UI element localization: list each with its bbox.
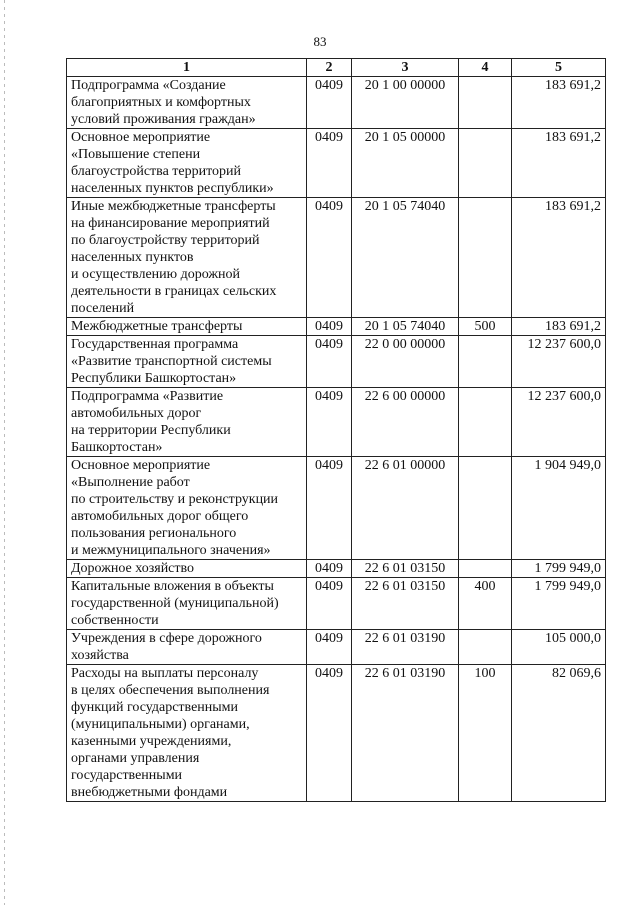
target-article-cell: 22 6 01 03190	[352, 665, 459, 802]
column-header: 2	[307, 59, 352, 77]
amount-cell: 82 069,6	[512, 665, 606, 802]
amount-cell: 183 691,2	[512, 129, 606, 198]
row-name-line: собственности	[71, 613, 159, 628]
row-name-line: и межмуниципального значения»	[71, 543, 271, 558]
table-row	[67, 578, 606, 630]
section-code-cell: 0409	[307, 560, 352, 578]
table-row	[67, 630, 606, 665]
row-name-line: автомобильных дорог	[71, 406, 202, 421]
row-name-cell	[67, 318, 307, 336]
row-name-line: Основное мероприятие	[71, 130, 211, 145]
row-name-line: Иные межбюджетные трансферты	[71, 199, 276, 214]
row-name-line: на территории Республики	[71, 423, 231, 438]
column-header: 1	[67, 59, 307, 77]
expense-type-cell: 500	[459, 318, 512, 336]
amount-cell: 1 799 949,0	[512, 578, 606, 630]
row-name-line: Расходы на выплаты персоналу	[71, 666, 259, 681]
row-name-line: хозяйства	[71, 648, 129, 663]
row-name-line: государственными	[71, 768, 183, 783]
table-row	[67, 388, 606, 457]
expense-type-cell	[459, 388, 512, 457]
expense-type-cell	[459, 336, 512, 388]
row-name-line: благоприятных и комфортных	[71, 95, 251, 110]
row-name-cell	[67, 336, 307, 388]
section-code-cell: 0409	[307, 129, 352, 198]
expense-type-cell: 100	[459, 665, 512, 802]
row-name-line: пользования регионального	[71, 526, 237, 541]
amount-cell: 183 691,2	[512, 318, 606, 336]
row-name-line: функций государственными	[71, 700, 239, 715]
row-name-line: органами управления	[71, 751, 200, 766]
expense-type-cell	[459, 560, 512, 578]
section-code-cell: 0409	[307, 198, 352, 318]
row-name-line: «Выполнение работ	[71, 475, 190, 490]
row-name-line: условий проживания граждан»	[71, 112, 256, 127]
row-name-line: Межбюджетные трансферты	[71, 319, 243, 334]
row-name-line: Государственная программа	[71, 337, 239, 352]
column-header: 5	[512, 59, 606, 77]
expense-type-cell	[459, 630, 512, 665]
section-code-cell: 0409	[307, 77, 352, 129]
amount-cell: 1 799 949,0	[512, 560, 606, 578]
expense-type-cell	[459, 129, 512, 198]
row-name-line: Подпрограмма «Развитие	[71, 389, 224, 404]
target-article-cell: 22 6 01 03190	[352, 630, 459, 665]
row-name-line: деятельности в границах сельских	[71, 284, 277, 299]
expense-type-cell	[459, 198, 512, 318]
row-name-line: поселений	[71, 301, 135, 316]
section-code-cell: 0409	[307, 665, 352, 802]
target-article-cell: 22 6 01 03150	[352, 578, 459, 630]
table-header-row	[67, 59, 606, 77]
target-article-cell: 20 1 05 74040	[352, 198, 459, 318]
row-name-cell	[67, 578, 307, 630]
target-article-cell: 22 0 00 00000	[352, 336, 459, 388]
row-name-line: Подпрограмма «Создание	[71, 78, 226, 93]
row-name-cell	[67, 457, 307, 560]
amount-cell: 183 691,2	[512, 77, 606, 129]
row-name-line: казенными учреждениями,	[71, 734, 232, 749]
row-name-cell	[67, 630, 307, 665]
row-name-cell	[67, 388, 307, 457]
row-name-line: Капитальные вложения в объекты	[71, 579, 274, 594]
amount-cell: 183 691,2	[512, 198, 606, 318]
row-name-line: Республики Башкортостан»	[71, 371, 237, 386]
table-row	[67, 318, 606, 336]
table-row	[67, 336, 606, 388]
row-name-line: «Развитие транспортной системы	[71, 354, 272, 369]
page-number: 83	[313, 34, 327, 49]
row-name-line: автомобильных дорог общего	[71, 509, 249, 524]
column-header: 3	[352, 59, 459, 77]
row-name-cell	[67, 560, 307, 578]
table-body	[67, 77, 606, 802]
section-code-cell: 0409	[307, 457, 352, 560]
row-name-line: в целях обеспечения выполнения	[71, 683, 270, 698]
target-article-cell: 22 6 01 03150	[352, 560, 459, 578]
amount-cell: 105 000,0	[512, 630, 606, 665]
table-row	[67, 665, 606, 802]
amount-cell: 1 904 949,0	[512, 457, 606, 560]
row-name-line: Основное мероприятие	[71, 458, 211, 473]
scan-edge	[4, 0, 5, 905]
section-code-cell: 0409	[307, 578, 352, 630]
amount-cell: 12 237 600,0	[512, 336, 606, 388]
row-name-line: по благоустройству территорий	[71, 233, 260, 248]
section-code-cell: 0409	[307, 630, 352, 665]
row-name-line: благоустройства территорий	[71, 164, 242, 179]
row-name-line: населенных пунктов республики»	[71, 181, 274, 196]
table-row	[67, 77, 606, 129]
amount-cell: 12 237 600,0	[512, 388, 606, 457]
section-code-cell: 0409	[307, 388, 352, 457]
row-name-line: Учреждения в сфере дорожного	[71, 631, 262, 646]
budget-table	[66, 58, 606, 802]
expense-type-cell	[459, 457, 512, 560]
table-row	[67, 129, 606, 198]
expense-type-cell	[459, 77, 512, 129]
row-name-line: «Повышение степени	[71, 147, 201, 162]
row-name-cell	[67, 665, 307, 802]
row-name-line: по строительству и реконструкции	[71, 492, 279, 507]
row-name-line: Дорожное хозяйство	[71, 561, 195, 576]
table-row	[67, 457, 606, 560]
section-code-cell: 0409	[307, 318, 352, 336]
column-header: 4	[459, 59, 512, 77]
row-name-line: Башкортостан»	[71, 440, 163, 455]
row-name-line: на финансирование мероприятий	[71, 216, 270, 231]
table-row	[67, 560, 606, 578]
target-article-cell: 20 1 05 74040	[352, 318, 459, 336]
row-name-line: внебюджетными фондами	[71, 785, 228, 800]
target-article-cell: 20 1 00 00000	[352, 77, 459, 129]
row-name-cell	[67, 198, 307, 318]
expense-type-cell: 400	[459, 578, 512, 630]
row-name-line: государственной (муниципальной)	[71, 596, 279, 611]
row-name-line: населенных пунктов	[71, 250, 194, 265]
section-code-cell: 0409	[307, 336, 352, 388]
target-article-cell: 20 1 05 00000	[352, 129, 459, 198]
target-article-cell: 22 6 01 00000	[352, 457, 459, 560]
target-article-cell: 22 6 00 00000	[352, 388, 459, 457]
table-row	[67, 198, 606, 318]
row-name-line: (муниципальными) органами,	[71, 717, 250, 732]
row-name-cell	[67, 129, 307, 198]
row-name-line: и осуществлению дорожной	[71, 267, 241, 282]
row-name-cell	[67, 77, 307, 129]
